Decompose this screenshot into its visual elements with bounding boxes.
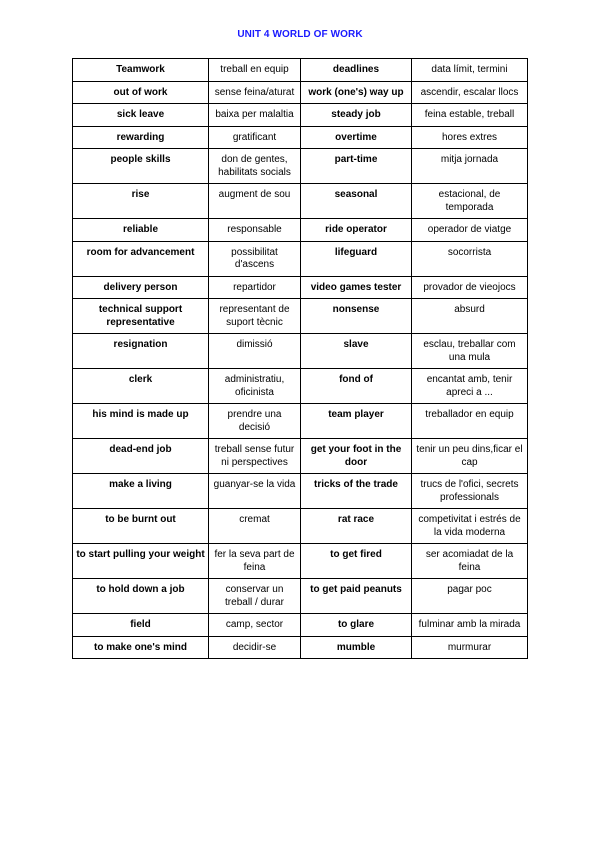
term-cell: people skills bbox=[73, 149, 209, 184]
translation-cell: conservar un treball / durar bbox=[209, 579, 301, 614]
term-cell: rise bbox=[73, 184, 209, 219]
table-row bbox=[73, 126, 528, 149]
translation-cell: operador de viatge bbox=[412, 219, 528, 242]
table-row bbox=[73, 81, 528, 104]
translation-cell: treball en equip bbox=[209, 59, 301, 82]
translation-cell: treball sense futur ni perspectives bbox=[209, 439, 301, 474]
table-row bbox=[73, 579, 528, 614]
translation-cell: hores extres bbox=[412, 126, 528, 149]
term-cell: sick leave bbox=[73, 104, 209, 127]
table-row bbox=[73, 104, 528, 127]
table-row bbox=[73, 241, 528, 276]
translation-cell: ser acomiadat de la feina bbox=[412, 544, 528, 579]
translation-cell: gratificant bbox=[209, 126, 301, 149]
term-cell: team player bbox=[301, 404, 412, 439]
term-cell: resignation bbox=[73, 334, 209, 369]
term-cell: nonsense bbox=[301, 299, 412, 334]
table-row bbox=[73, 404, 528, 439]
table-row bbox=[73, 474, 528, 509]
term-cell: Teamwork bbox=[73, 59, 209, 82]
table-row bbox=[73, 509, 528, 544]
term-cell: ride operator bbox=[301, 219, 412, 242]
translation-cell: responsable bbox=[209, 219, 301, 242]
term-cell: lifeguard bbox=[301, 241, 412, 276]
table-row bbox=[73, 439, 528, 474]
term-cell: delivery person bbox=[73, 276, 209, 299]
translation-cell: dimissió bbox=[209, 334, 301, 369]
term-cell: to get paid peanuts bbox=[301, 579, 412, 614]
table-row bbox=[73, 219, 528, 242]
table-row bbox=[73, 59, 528, 82]
translation-cell: estacional, de temporada bbox=[412, 184, 528, 219]
translation-cell: competivitat i estrés de la vida moderna bbox=[412, 509, 528, 544]
term-cell: part-time bbox=[301, 149, 412, 184]
table-row bbox=[73, 369, 528, 404]
translation-cell: possibilitat d'ascens bbox=[209, 241, 301, 276]
translation-cell: fer la seva part de feina bbox=[209, 544, 301, 579]
translation-cell: prendre una decisió bbox=[209, 404, 301, 439]
table-row bbox=[73, 636, 528, 659]
term-cell: his mind is made up bbox=[73, 404, 209, 439]
term-cell: to hold down a job bbox=[73, 579, 209, 614]
term-cell: tricks of the trade bbox=[301, 474, 412, 509]
translation-cell: pagar poc bbox=[412, 579, 528, 614]
term-cell: clerk bbox=[73, 369, 209, 404]
term-cell: technical support representative bbox=[73, 299, 209, 334]
translation-cell: esclau, treballar com una mula bbox=[412, 334, 528, 369]
term-cell: work (one's) way up bbox=[301, 81, 412, 104]
translation-cell: treballador en equip bbox=[412, 404, 528, 439]
term-cell: to make one's mind bbox=[73, 636, 209, 659]
translation-cell: decidir-se bbox=[209, 636, 301, 659]
translation-cell: data límit, termini bbox=[412, 59, 528, 82]
translation-cell: tenir un peu dins,ficar el cap bbox=[412, 439, 528, 474]
translation-cell: trucs de l'ofici, secrets professionals bbox=[412, 474, 528, 509]
table-row bbox=[73, 184, 528, 219]
table-row bbox=[73, 299, 528, 334]
term-cell: room for advancement bbox=[73, 241, 209, 276]
translation-cell: feina estable, treball bbox=[412, 104, 528, 127]
translation-cell: socorrista bbox=[412, 241, 528, 276]
page-title: UNIT 4 WORLD OF WORK bbox=[237, 29, 363, 40]
term-cell: reliable bbox=[73, 219, 209, 242]
term-cell: mumble bbox=[301, 636, 412, 659]
vocabulary-table bbox=[72, 58, 528, 659]
term-cell: get your foot in the door bbox=[301, 439, 412, 474]
term-cell: to start pulling your weight bbox=[73, 544, 209, 579]
translation-cell: murmurar bbox=[412, 636, 528, 659]
translation-cell: administratiu, oficinista bbox=[209, 369, 301, 404]
term-cell: rat race bbox=[301, 509, 412, 544]
term-cell: to glare bbox=[301, 614, 412, 637]
term-cell: dead-end job bbox=[73, 439, 209, 474]
table-row bbox=[73, 544, 528, 579]
translation-cell: ascendir, escalar llocs bbox=[412, 81, 528, 104]
term-cell: slave bbox=[301, 334, 412, 369]
translation-cell: camp, sector bbox=[209, 614, 301, 637]
table-row bbox=[73, 276, 528, 299]
translation-cell: baixa per malaltia bbox=[209, 104, 301, 127]
translation-cell: sense feina/aturat bbox=[209, 81, 301, 104]
translation-cell: mitja jornada bbox=[412, 149, 528, 184]
term-cell: to get fired bbox=[301, 544, 412, 579]
term-cell: rewarding bbox=[73, 126, 209, 149]
term-cell: video games tester bbox=[301, 276, 412, 299]
term-cell: field bbox=[73, 614, 209, 637]
term-cell: to be burnt out bbox=[73, 509, 209, 544]
term-cell: deadlines bbox=[301, 59, 412, 82]
translation-cell: provador de vieojocs bbox=[412, 276, 528, 299]
translation-cell: encantat amb, tenir apreci a ... bbox=[412, 369, 528, 404]
term-cell: overtime bbox=[301, 126, 412, 149]
translation-cell: cremat bbox=[209, 509, 301, 544]
translation-cell: repartidor bbox=[209, 276, 301, 299]
table-row bbox=[73, 334, 528, 369]
translation-cell: don de gentes, habilitats socials bbox=[209, 149, 301, 184]
table-row bbox=[73, 614, 528, 637]
term-cell: out of work bbox=[73, 81, 209, 104]
term-cell: fond of bbox=[301, 369, 412, 404]
translation-cell: fulminar amb la mirada bbox=[412, 614, 528, 637]
translation-cell: augment de sou bbox=[209, 184, 301, 219]
translation-cell: absurd bbox=[412, 299, 528, 334]
translation-cell: guanyar-se la vida bbox=[209, 474, 301, 509]
term-cell: seasonal bbox=[301, 184, 412, 219]
term-cell: steady job bbox=[301, 104, 412, 127]
table-row bbox=[73, 149, 528, 184]
translation-cell: representant de suport tècnic bbox=[209, 299, 301, 334]
term-cell: make a living bbox=[73, 474, 209, 509]
